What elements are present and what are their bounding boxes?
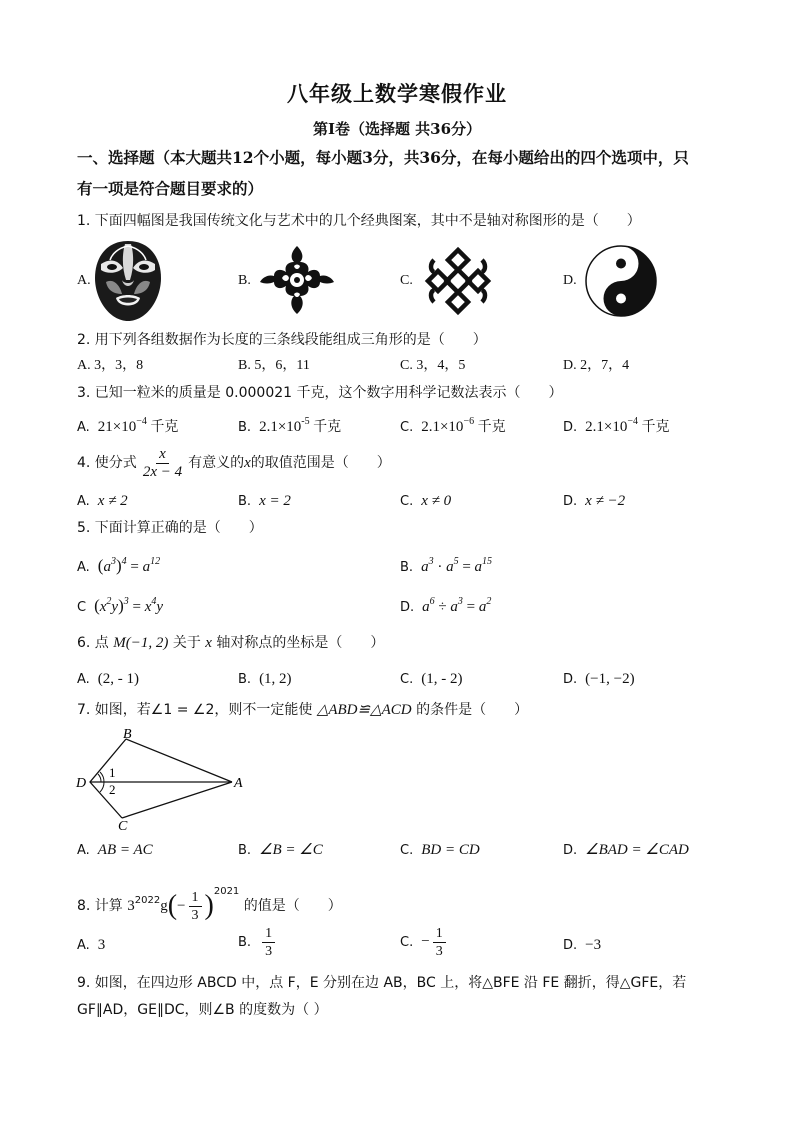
q8-option-a: A. 3 xyxy=(77,937,106,953)
q9-stem-line2: GF∥AD，GE∥DC，则∠B 的度数为（ ） xyxy=(77,1002,328,1018)
q6-stem: 6. 点 M(−1, 2) 关于 x 轴对称点的坐标是（ ） xyxy=(77,635,385,651)
q8-option-d: D. −3 xyxy=(563,937,602,953)
q5-option-c: C $(x^2y)^3 = x^4y$ xyxy=(77,596,164,615)
q6-option-c: C. (1, - 2) xyxy=(400,671,463,687)
q7-option-a: A. AB = AC xyxy=(77,842,153,858)
q5-stem: 5. 下面计算正确的是（ ） xyxy=(77,520,263,536)
q5-option-d: D. $a^6 \div a^3 = a^2$ xyxy=(400,596,492,615)
q3-option-b: B. $2.1\times 10^{-5}$ 千克 xyxy=(238,416,342,435)
q7-option-c: C. BD = CD xyxy=(400,842,480,858)
q4-fraction: $\frac{x}{2x - 4}$ xyxy=(142,445,183,480)
fig-label-b: B xyxy=(123,727,132,742)
knot-ornament-image xyxy=(420,246,496,316)
cloud-ornament-image xyxy=(258,244,336,318)
section-heading-line1: 一、选择题（本大题共12个小题，每小题3分，共36分，在每小题给出的四个选项中，只 xyxy=(77,148,689,167)
fig-angle-2: 2 xyxy=(109,782,116,797)
opera-mask-image xyxy=(92,238,164,324)
q6-option-b: B. (1, 2) xyxy=(238,671,292,687)
q7-triangle-figure xyxy=(72,726,252,834)
fig-label-a: A xyxy=(234,776,243,791)
q1-label-d: D. xyxy=(563,273,577,288)
q1-label-a: A. xyxy=(77,273,91,288)
q9-stem-line1: 9. 如图，在四边形 ABCD 中，点 F，E 分别在边 AB，BC 上，将△BFE 沿 FE 翻折，得△GFE，若 xyxy=(77,975,687,991)
q2-stem: 2. 用下列各组数据作为长度的三条线段能组成三角形的是（ ） xyxy=(77,332,487,348)
q4-option-c: C. x ≠ 0 xyxy=(400,493,452,509)
fig-label-c: C xyxy=(118,819,128,834)
q7-option-d: D. ∠BAD = ∠CAD xyxy=(563,842,689,858)
q6-option-a: A. (2, - 1) xyxy=(77,671,140,687)
section-heading-line2: 有一项是符合题目要求的） xyxy=(77,179,264,198)
q1-stem: 1. 下面四幅图是我国传统文化与艺术中的几个经典图案，其中不是轴对称图形的是（ ） xyxy=(77,213,641,229)
q5-option-b: B. $a^3 \cdot a^5 = a^{15}$ xyxy=(400,556,493,575)
q3-option-a: A. $21\times 10^{-4}$ 千克 xyxy=(77,416,179,435)
fig-label-d: D xyxy=(76,776,87,791)
q7-stem: 7. 如图，若∠1 = ∠2，则不一定能使 △ABD≌△ACD 的条件是（ ） xyxy=(77,702,529,718)
q4-option-d: D. x ≠ −2 xyxy=(563,493,626,509)
q7-option-b: B. ∠B = ∠C xyxy=(238,842,323,858)
q2-option-b: B. 5，6，11 xyxy=(238,358,310,373)
q3-option-c: C. $2.1\times 10^{-6}$ 千克 xyxy=(400,416,506,435)
q2-option-d: D. 2，7，4 xyxy=(563,358,630,373)
fig-angle-1: 1 xyxy=(109,765,116,780)
q8-option-b: B. $\frac{1}{3}$ xyxy=(238,925,278,960)
q4-stem: 4. 使分式 $\frac{x}{2x - 4}$ 有意义的x的取值范围是（ ） xyxy=(77,445,391,480)
q8-stem: 8. 计算 $3^{2022}g(-$ $\frac{1}{3}$ )$^{2021}$ 的值是（ ） xyxy=(77,886,342,923)
q3-stem: 3. 已知一粒米的质量是 0.000021 千克，这个数字用科学记数法表示（ ） xyxy=(77,385,563,401)
q1-label-c: C. xyxy=(400,273,413,288)
page-subtitle: 第Ⅰ卷（选择题 共36分） xyxy=(312,120,482,138)
q4-option-b: B. x = 2 xyxy=(238,493,291,509)
page-title: 八年级上数学寒假作业 xyxy=(287,81,507,106)
q6-option-d: D. (−1, −2) xyxy=(563,671,635,687)
q1-label-b: B. xyxy=(238,273,251,288)
q8-option-c: C. − $\frac{1}{3}$ xyxy=(400,925,449,960)
q2-option-c: C. 3，4，5 xyxy=(400,358,466,373)
q2-option-a: A. 3，3，8 xyxy=(77,358,144,373)
q3-option-d: D. $2.1\times 10^{-4}$ 千克 xyxy=(563,416,670,435)
taiji-image xyxy=(584,244,658,318)
q4-option-a: A. x ≠ 2 xyxy=(77,493,128,509)
q5-option-a: A. $(a^3)^4 = a^{12}$ xyxy=(77,556,161,575)
